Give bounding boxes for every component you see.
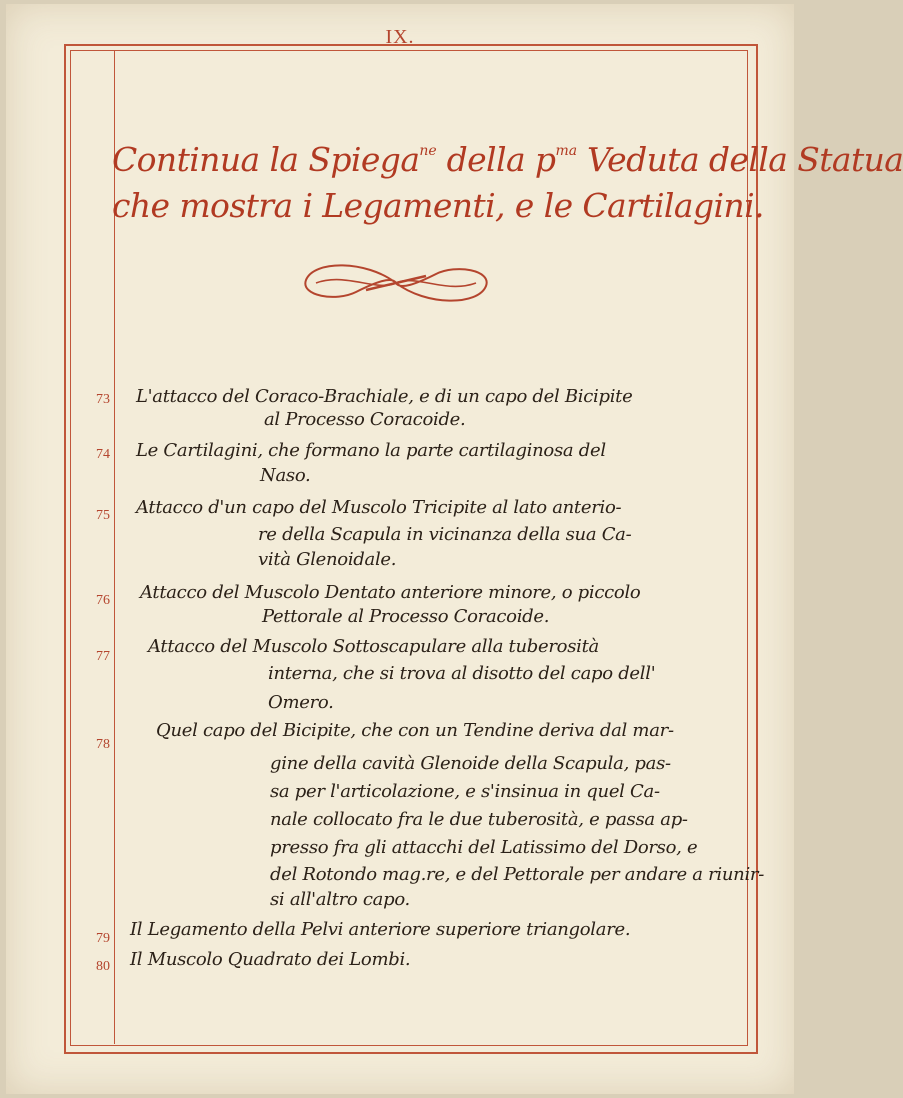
entry-line: Omero. (268, 692, 334, 713)
entry-line: nale collocato fra le due tuberosità, e passa ap- (270, 809, 688, 830)
entry-line: Il Legamento della Pelvi anteriore superiore triangolare. (130, 919, 631, 940)
entry-line: Attacco del Muscolo Dentato anteriore minore, o piccolo (140, 582, 641, 603)
entry-line: Attacco del Muscolo Sottoscapulare alla tuberosità (148, 636, 599, 657)
entry-line: presso fra gli attacchi del Latissimo del Dorso, e (270, 837, 698, 858)
entry-line: al Processo Coracoide. (264, 409, 466, 430)
entry-number: 79 (96, 931, 110, 946)
entry-line: del Rotondo mag.re, e del Pettorale per andare a riunir- (270, 864, 764, 885)
entry-line: Le Cartilagini, che formano la parte cartilaginosa del (136, 440, 606, 461)
entry-number: 78 (96, 737, 110, 752)
entry-line: si all'altro capo. (270, 889, 410, 910)
entry-number: 76 (96, 593, 110, 608)
entry-line: re della Scapula in vicinanza della sua Ca- (258, 524, 632, 545)
entry-line: Pettorale al Processo Coracoide. (262, 606, 550, 627)
entry-line: interna, che si trova al disotto del capo dell' (268, 663, 656, 684)
entry-line: Attacco d'un capo del Muscolo Tricipite al lato anterio- (136, 497, 622, 518)
entry-line: Il Muscolo Quadrato dei Lombi. (130, 949, 411, 970)
entry-number: 75 (96, 508, 110, 523)
entry-line: Quel capo del Bicipite, che con un Tendine deriva dal mar- (156, 720, 674, 741)
entry-number: 74 (96, 447, 110, 462)
title-line-2: che mostra i Legamenti, e le Cartilagini. (112, 186, 764, 225)
entry-line: vità Glenoidale. (258, 549, 397, 570)
entry-line: L'attacco del Coraco-Brachiale, e di un capo del Bicipite (136, 386, 633, 407)
calligraphic-flourish-icon (296, 258, 496, 308)
title-line-1: Continua la Spiega$^{ne}$ della $p^{ma}$ Veduta della Statua (112, 140, 903, 179)
entry-line: sa per l'articolazione, e s'insinua in quel Ca- (270, 781, 660, 802)
page-title (112, 128, 903, 229)
entry-line: Naso. (260, 465, 311, 486)
entry-number: 73 (96, 392, 110, 407)
entry-number: 80 (96, 959, 110, 974)
entry-line: gine della cavità Glenoide della Scapula, pas- (270, 753, 671, 774)
entry-number: 77 (96, 649, 110, 664)
page-number: IX. (385, 26, 415, 48)
